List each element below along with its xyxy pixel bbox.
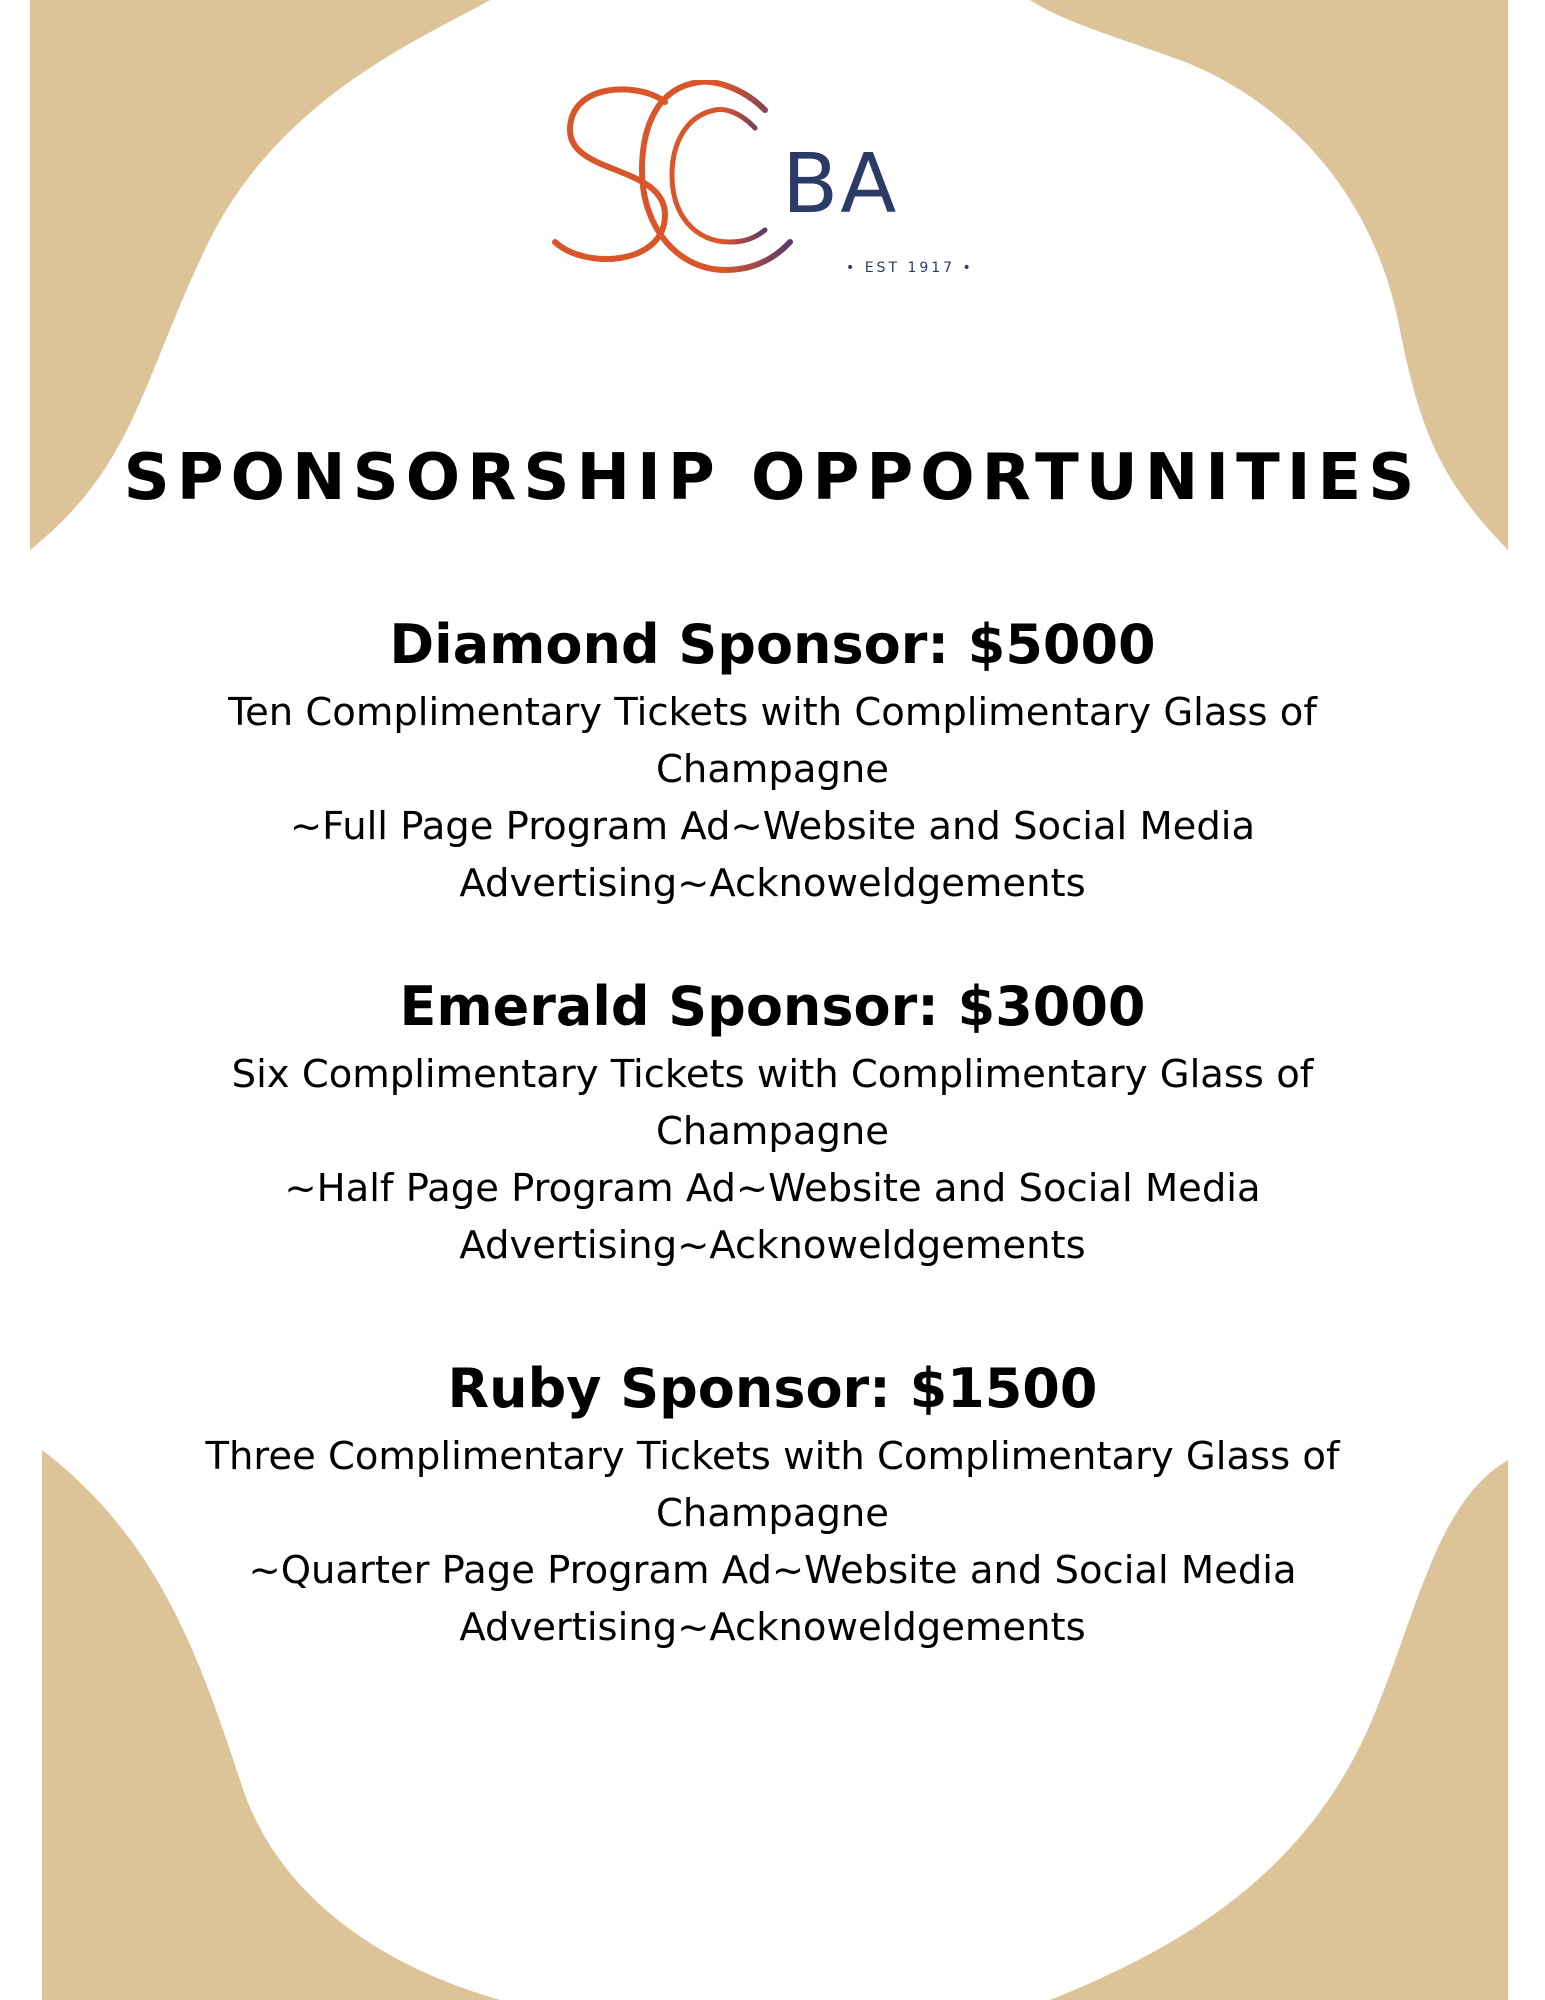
logo-tagline: • EST 1917 •: [846, 260, 974, 276]
tier-emerald: [100, 974, 1445, 1274]
tier-line: ~Full Page Program Ad~Website and Social Media: [289, 804, 1256, 849]
logo-letter-s: [555, 89, 665, 259]
scba-logo: [550, 80, 990, 280]
tier-ruby: [100, 1356, 1445, 1656]
tier-title: Emerald Sponsor: $3000: [399, 975, 1146, 1038]
tier-line: Ten Complimentary Tickets with Complimentary Glass of: [228, 690, 1317, 735]
tier-line: Champagne: [656, 1109, 889, 1154]
tier-line: ~Half Page Program Ad~Website and Social Media: [284, 1166, 1261, 1211]
page-heading: SPONSORSHIP OPPORTUNITIES: [123, 441, 1422, 515]
tier-title: Diamond Sponsor: $5000: [389, 613, 1156, 676]
tier-line: Six Complimentary Tickets with Complimentary Glass of: [231, 1052, 1314, 1097]
tier-diamond: [100, 612, 1445, 912]
tier-line: Advertising~Acknoweldgements: [459, 861, 1086, 906]
tier-line: Advertising~Acknoweldgements: [459, 1605, 1086, 1650]
logo-letters-ba: BA: [782, 137, 899, 232]
logo-letter-c-inner: [672, 110, 765, 242]
tier-line: Champagne: [656, 1491, 889, 1536]
tier-line: ~Quarter Page Program Ad~Website and Social Media: [248, 1548, 1297, 1593]
tier-title: Ruby Sponsor: $1500: [447, 1357, 1098, 1420]
tier-line: Three Complimentary Tickets with Complimentary Glass of: [205, 1434, 1340, 1479]
tier-line: Champagne: [656, 747, 889, 792]
tier-line: Advertising~Acknoweldgements: [459, 1223, 1086, 1268]
